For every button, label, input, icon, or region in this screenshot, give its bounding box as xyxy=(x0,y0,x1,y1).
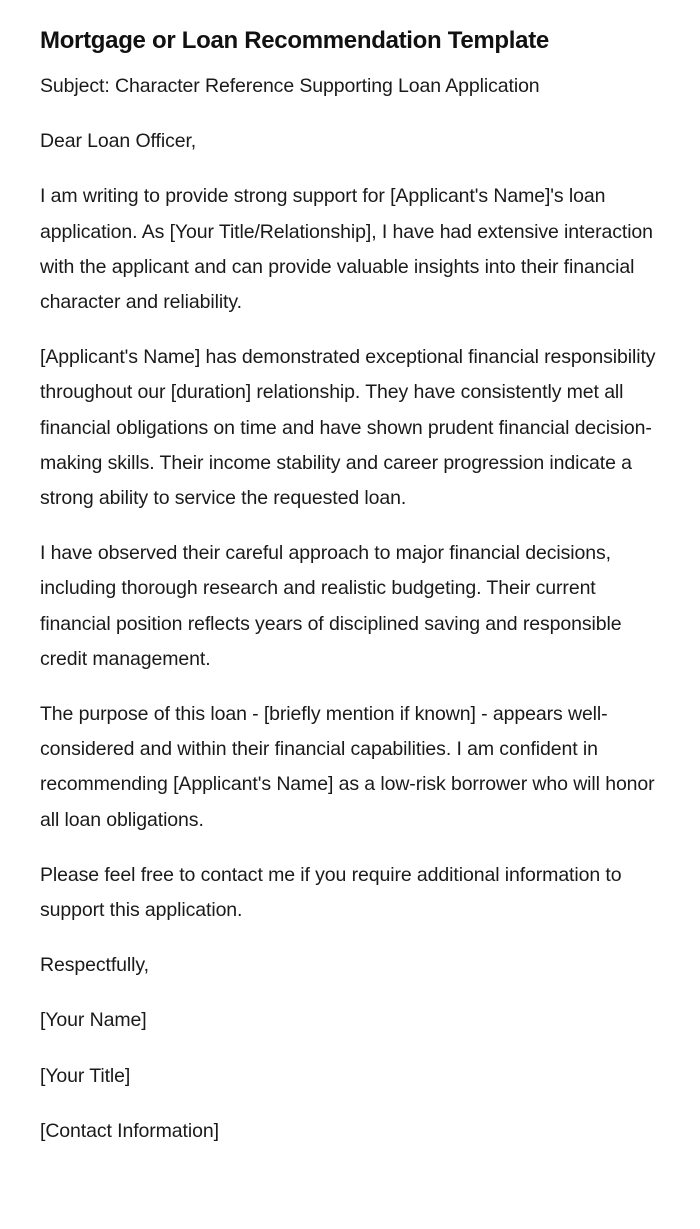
body-paragraph-4: The purpose of this loan - [briefly mention if known] - appears well-considered and within their financial capabilities. I am confident in recommending [Applicant's Name] as a low-risk borrower who will honor all loan obligations. xyxy=(40,703,655,831)
signature-contact: [Contact Information] xyxy=(40,1119,219,1142)
subject-line: Subject: Character Reference Supporting Loan Application xyxy=(40,75,540,97)
body-paragraph-3: I have observed their careful approach to major financial decisions, including thorough research and realistic budgeting. Their current financial position reflects years of disciplined saving and responsible credit management. xyxy=(40,542,622,670)
document-title: Mortgage or Loan Recommendation Template xyxy=(40,27,549,54)
signature-name: [Your Name] xyxy=(40,1009,147,1032)
body-paragraph-2: [Applicant's Name] has demonstrated exceptional financial responsibility throughout our [duration] relationship. They have consistently met all financial obligations on time and have shown prudent financial decision-making skills. Their income stability and career progression indicate a strong ability to service the requested loan. xyxy=(40,346,656,510)
closing: Respectfully, xyxy=(40,954,149,977)
salutation: Dear Loan Officer, xyxy=(40,130,197,153)
body-paragraph-5: Please feel free to contact me if you require additional information to support this application. xyxy=(40,863,622,922)
signature-title: [Your Title] xyxy=(40,1064,131,1087)
body-paragraph-1: I am writing to provide strong support for [Applicant's Name]'s loan application. As [Your Title/Relationship], I have had extensive interaction with the applicant and can provide valuable insights into their financial character and reliability. xyxy=(40,185,653,314)
